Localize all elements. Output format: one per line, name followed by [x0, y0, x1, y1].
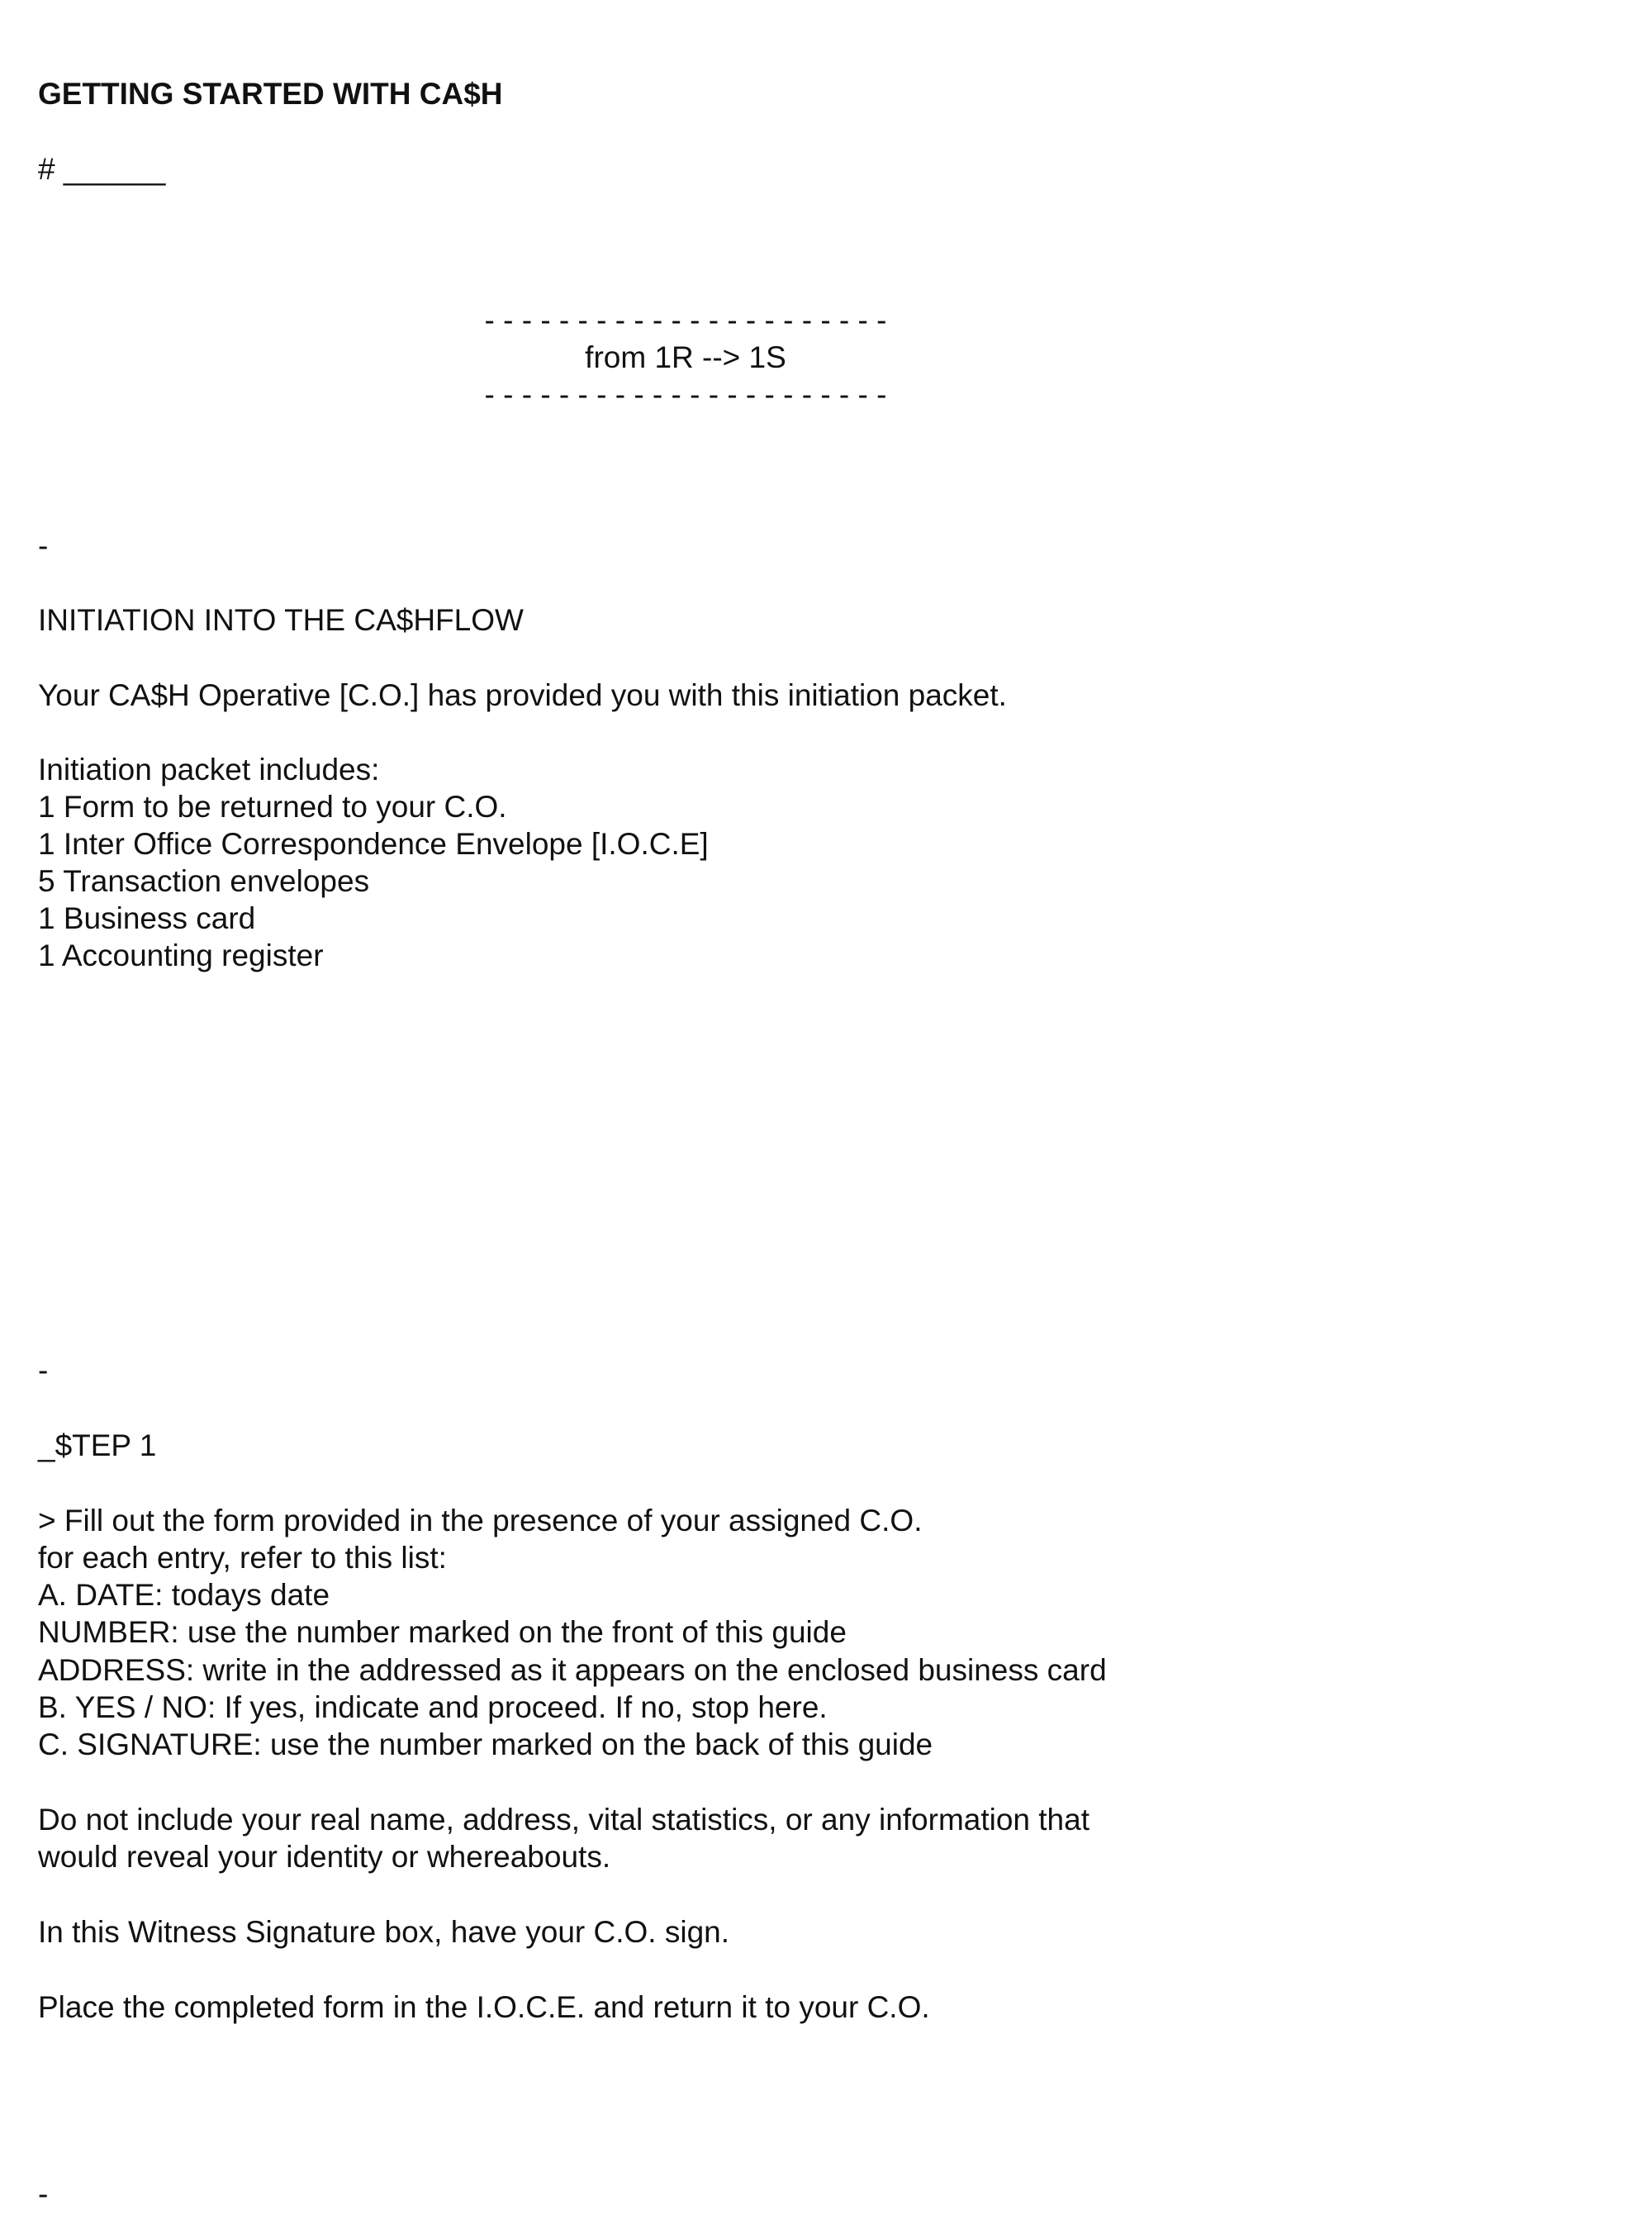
separator: -: [38, 529, 49, 563]
list-item: 1 Accounting register: [38, 939, 324, 972]
step1-line: NUMBER: use the number marked on the front of this guide: [38, 1615, 847, 1649]
step1-line: B. YES / NO: If yes, indicate and proceed. If no, stop here.: [38, 1690, 828, 1724]
route-text: from 1R --> 1S: [585, 340, 786, 374]
separator: -: [38, 1353, 49, 1387]
initiation-intro: Your CA$H Operative [C.O.] has provided you with this initiation packet.: [38, 678, 1007, 712]
return-instruction: Place the completed form in the I.O.C.E. and return it to your C.O.: [38, 1990, 930, 2024]
witness-instruction: In this Witness Signature box, have your C.O. sign.: [38, 1915, 729, 1949]
step1-line: > Fill out the form provided in the presence of your assigned C.O.: [38, 1504, 923, 1537]
warning-line: Do not include your real name, address, vital statistics, or any information that: [38, 1803, 1089, 1837]
list-item: 1 Inter Office Correspondence Envelope [I.O.C.E]: [38, 827, 709, 861]
step1-heading: _$TEP 1: [38, 1428, 157, 1462]
route-dashes-bottom: - - - - - - - - - - - - - - - - - - - - - -: [484, 378, 887, 411]
number-field: # ______: [38, 152, 166, 186]
step1-line: A. DATE: todays date: [38, 1578, 330, 1612]
warning-line: would reveal your identity or whereabouts.: [38, 1840, 611, 1874]
list-item: 5 Transaction envelopes: [38, 864, 370, 898]
initiation-heading: INITIATION INTO THE CA$HFLOW: [38, 603, 524, 637]
list-item: 1 Form to be returned to your C.O.: [38, 790, 507, 824]
includes-label: Initiation packet includes:: [38, 753, 380, 786]
list-item: 1 Business card: [38, 901, 256, 935]
separator: -: [38, 2177, 49, 2211]
step1-line: ADDRESS: write in the addressed as it appears on the enclosed business card: [38, 1653, 1107, 1687]
route-dashes-top: - - - - - - - - - - - - - - - - - - - - - -: [484, 303, 887, 337]
step1-line: for each entry, refer to this list:: [38, 1541, 447, 1575]
step1-line: C. SIGNATURE: use the number marked on the back of this guide: [38, 1727, 933, 1761]
page-title: GETTING STARTED WITH CA$H: [38, 77, 503, 111]
